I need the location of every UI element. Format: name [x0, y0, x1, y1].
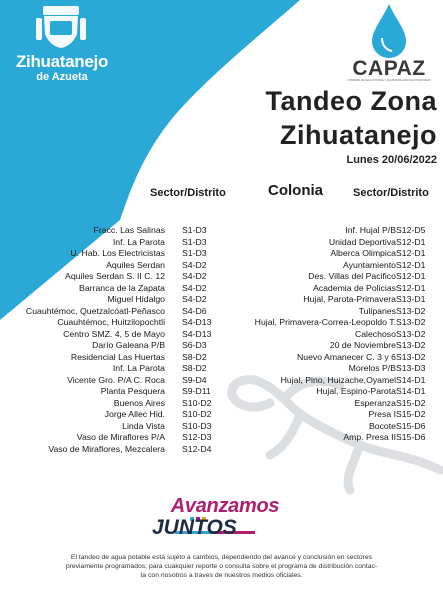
colonia-cell: Aquiles Serdan — [106, 259, 165, 270]
table-row — [0, 306, 212, 318]
table-row — [0, 409, 212, 421]
table-row — [0, 260, 212, 272]
colonia-cell: Buenos Aires — [113, 397, 165, 408]
table-row — [0, 294, 212, 306]
colonia-cell: Inf. Hujal P/B — [345, 225, 396, 235]
table-row — [220, 283, 443, 295]
slogan-line2: JUNTOS — [152, 516, 237, 539]
colonia-cell: Unidad Deportiva — [328, 236, 396, 247]
sector-cell: S1-D3 — [182, 225, 207, 235]
colonia-cell: Des. Villas del Pacifico — [308, 271, 396, 281]
footer-line: El tandeo de agua potable está sujeto a cambios, dependiendo del avance y conclusión en sectores — [70, 554, 373, 561]
sector-cell: S10-D2 — [182, 397, 212, 408]
footer-line: ta con nosotros a traves de nuestros medios oficiales. — [140, 572, 303, 579]
colonia-cell: Vaso de Miraflores P/A — [76, 432, 165, 442]
colonia-cell: Cuauhtémoc, Huitzilopochtli — [57, 317, 165, 327]
sector-cell: S12-D1 — [396, 282, 426, 293]
header-sector-left: Sector/Distrito — [150, 187, 226, 199]
sector-cell: S6-D3 — [182, 340, 207, 350]
table-row — [0, 363, 212, 375]
brand-name: CAPAZ — [352, 57, 426, 80]
sector-cell: S13-D2 — [396, 328, 426, 339]
sector-cell: S15-D2 — [396, 409, 426, 419]
table-row — [220, 317, 443, 329]
table-row — [220, 294, 443, 306]
sector-cell: S12-D5 — [396, 225, 426, 235]
table-row — [0, 237, 212, 249]
sector-cell: S4-D13 — [182, 317, 212, 327]
colonia-cell: Esperanza — [354, 397, 396, 408]
colonia-cell: Nuevo Amanecer C. 3 y 6 — [297, 351, 396, 362]
sector-cell: S4-D2 — [182, 259, 207, 270]
sector-cell: S14-D1 — [396, 374, 426, 385]
colonia-cell: Darío Galeana P/B — [92, 340, 165, 350]
table-row — [0, 421, 212, 433]
colonia-cell: Residencial Las Huertas — [70, 351, 165, 362]
sector-cell: S4-D2 — [182, 282, 207, 293]
table-row — [0, 225, 212, 237]
table-row — [0, 317, 212, 329]
table-row — [220, 237, 443, 249]
sector-cell: S12-D3 — [182, 432, 212, 442]
table-row — [0, 398, 212, 410]
sector-cell: S14-D1 — [396, 386, 426, 396]
table-row — [0, 340, 212, 352]
sector-cell: S15-D6 — [396, 432, 426, 442]
sector-cell: S9-D4 — [182, 374, 207, 385]
colonia-cell: Planta Pesquera — [100, 386, 165, 396]
table-row — [220, 432, 443, 444]
colonia-cell: Academia de Policias — [312, 282, 396, 293]
colonia-cell: Amp. Presa II — [343, 432, 396, 442]
colonia-cell: Bocote — [368, 420, 396, 431]
sector-cell: S1-D3 — [182, 248, 207, 258]
table-row — [0, 432, 212, 444]
table-row — [220, 260, 443, 272]
page-title-line2: Zihuatanejo — [279, 120, 437, 150]
table-row — [0, 283, 212, 295]
table-row — [220, 329, 443, 341]
sector-cell: S13-D2 — [396, 317, 426, 327]
sector-cell: S4-D13 — [182, 328, 212, 339]
sector-cell: S13-D1 — [396, 294, 426, 304]
table-row — [0, 352, 212, 364]
colonia-cell: Calechoso — [354, 328, 396, 339]
colonia-cell: Inf. La Parota — [112, 236, 165, 247]
colonia-cell: Vaso de Miraflores, Mezcalera — [48, 443, 165, 454]
colonia-cell: Morelos P/B — [348, 363, 396, 373]
slogan-line1: Avanzamos — [170, 495, 280, 517]
table-row — [220, 421, 443, 433]
sector-cell: S4-D2 — [182, 294, 207, 304]
right-schedule-table — [220, 225, 443, 444]
sector-cell: S12-D4 — [182, 443, 212, 454]
table-row — [220, 398, 443, 410]
table-row — [0, 329, 212, 341]
table-row — [0, 248, 212, 260]
sector-cell: S12-D1 — [396, 248, 426, 258]
colonia-cell: Presa I — [368, 409, 396, 419]
sector-cell: S15-D2 — [396, 397, 426, 408]
left-schedule-table — [0, 225, 212, 455]
colonia-cell: Jorge Allec Hid. — [104, 409, 165, 419]
sector-cell: S8-D2 — [182, 351, 207, 362]
colonia-cell: Hujal, Espino-Parota — [316, 386, 396, 396]
colonia-cell: Miguel Hidalgo — [107, 294, 165, 304]
table-row — [220, 340, 443, 352]
footer-line: previamente programados; para cuakquier reporte o consulta sobre el programa de distribución contac- — [65, 563, 378, 570]
sector-cell: S10-D2 — [182, 409, 212, 419]
table-row — [0, 386, 212, 398]
page-title-line1: Tandeo Zona — [265, 86, 437, 116]
sector-cell: S10-D3 — [182, 420, 212, 431]
sector-cell: S8-D2 — [182, 363, 207, 373]
table-row — [220, 363, 443, 375]
colonia-cell: Linda Vista — [122, 420, 165, 431]
sector-cell: S1-D3 — [182, 236, 207, 247]
table-row — [0, 444, 212, 456]
brand-subtitle: COMISIÓN DE AGUA POTABLE Y ALCANTARILLADO DE ZIHUATANEJO — [347, 79, 431, 82]
sector-cell: S13-D2 — [396, 340, 426, 350]
schedule-date: Lunes 20/06/2022 — [346, 154, 437, 166]
table-row — [220, 225, 443, 237]
colonia-cell: Hujal, Pino, Huizache,Oyamel — [280, 374, 396, 385]
colonia-cell: Tulipanes — [358, 305, 396, 316]
table-row — [220, 271, 443, 283]
header-colonia: Colonia — [268, 182, 323, 199]
colonia-cell: Centro SMZ. 4, 5 de Mayo — [63, 328, 165, 339]
sector-cell: S4-D6 — [182, 305, 207, 316]
town-name: Zihuatanejo — [15, 52, 109, 71]
colonia-cell: 20 de Noviembre — [329, 340, 396, 350]
table-row — [220, 248, 443, 260]
table-row — [220, 306, 443, 318]
sector-cell: S13-D2 — [396, 305, 426, 316]
town-subtitle: de Azueta — [36, 71, 88, 83]
table-row — [220, 386, 443, 398]
footer-disclaimer — [20, 553, 423, 580]
table-row — [220, 409, 443, 421]
table-row — [220, 352, 443, 364]
colonia-cell: Ayuntamiento — [343, 259, 396, 270]
colonia-cell: Vicente Gro. P/A C. Roca — [67, 374, 165, 385]
colonia-cell: U. Hab. Los Electricistas — [70, 248, 165, 258]
sector-cell: S12-D1 — [396, 271, 426, 281]
sector-cell: S4-D2 — [182, 271, 207, 281]
sector-cell: S12-D1 — [396, 259, 426, 270]
table-row — [0, 375, 212, 387]
colonia-cell: Alberca Olimpica — [330, 248, 396, 258]
sector-cell: S12-D1 — [396, 236, 426, 247]
colonia-cell: Inf. La Parota — [112, 363, 165, 373]
table-row — [0, 271, 212, 283]
colonia-cell: Hujal, Parota-Primavera — [303, 294, 396, 304]
sector-cell: S15-D6 — [396, 420, 426, 431]
colonia-cell: Barranca de la Zapata — [79, 282, 165, 293]
table-row — [220, 375, 443, 387]
sector-cell: S9-D11 — [182, 386, 211, 396]
colonia-cell: Cuauhtémoc, Quetzalcóatl-Peñasco — [25, 305, 165, 316]
colonia-cell: Fracc. Las Salinas — [93, 225, 165, 235]
colonia-cell: Aquiles Serdan S. II C. 12 — [65, 271, 165, 281]
sector-cell: S13-D2 — [396, 351, 426, 362]
colonia-cell: Hujal, Primavera-Correa-Leopoldo T. — [254, 317, 396, 327]
sector-cell: S13-D3 — [396, 363, 426, 373]
header-sector-right: Sector/Distrito — [353, 187, 429, 199]
